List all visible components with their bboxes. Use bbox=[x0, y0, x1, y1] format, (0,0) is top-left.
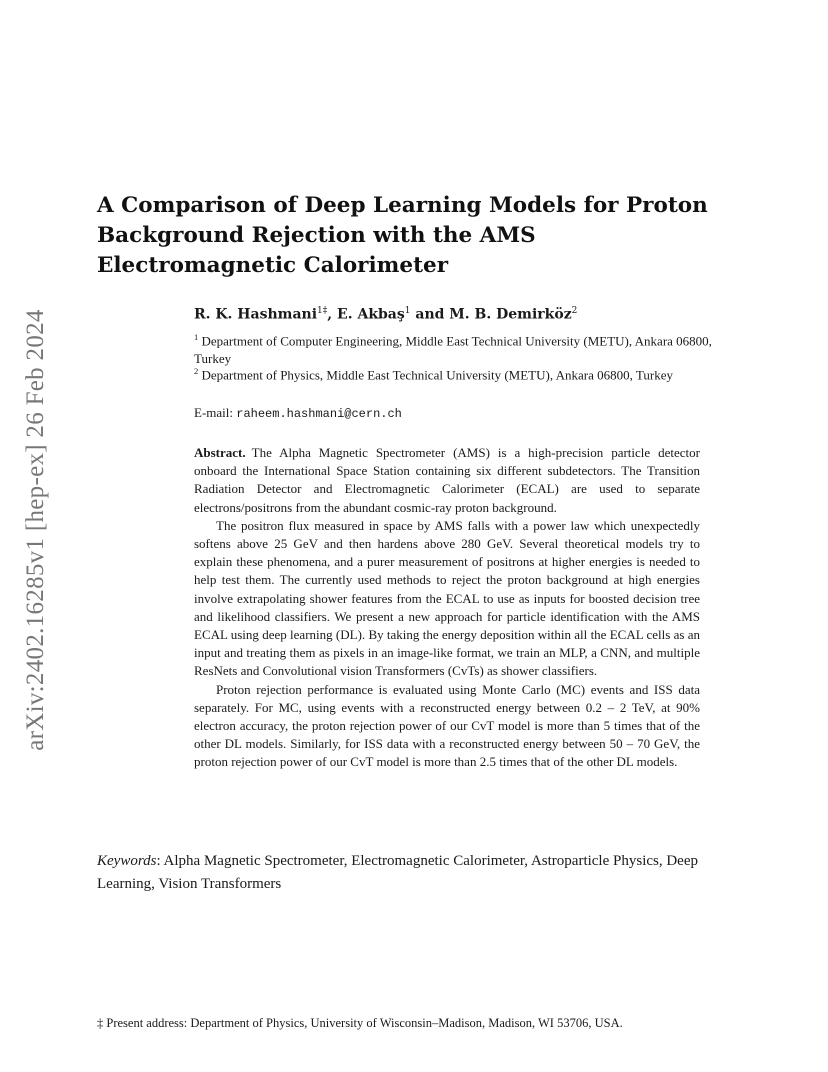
author-name: R. K. Hashmani bbox=[194, 306, 318, 323]
abstract bbox=[194, 444, 700, 772]
affiliation-mark: 2 bbox=[194, 366, 199, 376]
arxiv-identifier-stamp bbox=[16, 290, 56, 770]
footnote bbox=[97, 1014, 717, 1032]
author-name: E. Akbaş bbox=[337, 306, 405, 323]
paper-title: A Comparison of Deep Learning Models for Proton Background Rejection with the AMS Electromagnetic Calorimeter bbox=[97, 193, 708, 278]
keywords bbox=[97, 850, 707, 896]
abstract-label: Abstract. bbox=[194, 445, 246, 460]
author-name: M. B. Demirköz bbox=[449, 306, 572, 323]
affiliation-mark: 1 bbox=[404, 306, 411, 316]
affiliation-text: Department of Physics, Middle East Technical University (METU), Ankara 06800, Turkey bbox=[201, 367, 673, 383]
author-separator: and bbox=[410, 306, 450, 323]
email-label: E-mail: bbox=[194, 405, 237, 420]
author-list bbox=[194, 302, 714, 324]
affiliation-mark: 2 bbox=[571, 306, 578, 316]
footnote-mark: ‡ bbox=[97, 1016, 104, 1030]
affiliation-mark: 1‡ bbox=[317, 306, 328, 316]
contact-email bbox=[194, 404, 402, 423]
abstract-text: The Alpha Magnetic Spectrometer (AMS) is a high-precision particle detector onboard the International Space Station containing six different subdetectors. The Transition Radiation Detector and Electromagnetic Calorimeter (ECAL) are used to separate electrons/positrons from the abundant cosmic-ray proton background. bbox=[194, 445, 700, 515]
keywords-label: Keywords bbox=[97, 853, 157, 869]
affiliation bbox=[194, 362, 714, 384]
footnote-text: Present address: Department of Physics, University of Wisconsin–Madison, Madison, WI 53706, USA. bbox=[103, 1016, 623, 1030]
affiliation-mark: 1 bbox=[194, 332, 199, 342]
abstract-paragraph: The positron flux measured in space by AMS falls with a power law which unexpectedly softens above 25 GeV and then hardens above 280 GeV. Several theoretical models try to explain these phenomena, and a purer measurement of positrons at higher energies is needed to help test them. The currently used methods to reject the proton background at high energies involve extrapolating shower features from the ECAL to use as inputs for boosted decision tree and likelihood classifiers. We present a new approach for particle identification with the AMS ECAL using deep learning (DL). By taking the energy deposition within all the ECAL cells as an input and treating them as pixels in an image-like format, we train an MLP, a CNN, and multiple ResNets and Convolutional vision Transformers (CvTs) as shower classifiers. bbox=[194, 517, 700, 679]
affiliation-text: Department of Computer Engineering, Middle East Technical University (METU), Ankara 06800, Turkey bbox=[194, 333, 712, 367]
abstract-paragraph bbox=[194, 444, 700, 517]
email-address: raheem.hashmani@cern.ch bbox=[236, 407, 402, 421]
abstract-paragraph: Proton rejection performance is evaluated using Monte Carlo (MC) events and ISS data separately. For MC, using events with a reconstructed energy between 0.2 – 2 TeV, at 90% electron accuracy, the proton rejection power of our CvT model is more than 5 times that of the other DL models. Similarly, for ISS data with a reconstructed energy between 50 – 70 GeV, the proton rejection power of our CvT model is more than 2.5 times that of the other DL models. bbox=[194, 681, 700, 770]
arxiv-identifier: arXiv:2402.16285v1 [hep-ex] 26 Feb 2024 bbox=[22, 309, 49, 751]
keywords-text: : Alpha Magnetic Spectrometer, Electromagnetic Calorimeter, Astroparticle Physics, Deep Learning, Vision Transformers bbox=[97, 853, 698, 892]
author-separator: , bbox=[327, 306, 338, 323]
